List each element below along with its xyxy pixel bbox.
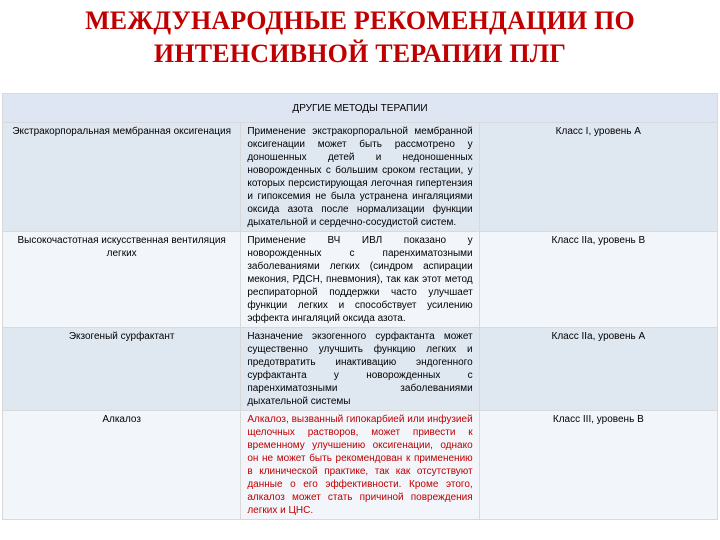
slide-title: [0, 4, 720, 70]
method-cell: Алкалоз: [3, 411, 241, 520]
method-cell: Высокочастотная искусственная вентиляция легких: [3, 232, 241, 328]
description-cell: Применение экстракорпоральной мембранной оксигенации может быть рассмотрено у доношенных детей и недоношенных новорожденных с большим сроком гестации, у которых персистирующая легочная гипертензия и гипоксемия не была устранена ингаляциями оксида азота после нормализации функции дыхательной и сердечно-сосудистой систем.: [241, 123, 479, 232]
description-cell: Назначение экзогенного сурфактанта может существенно улучшить функцию легких и предотвратить инактивацию эндогенного сурфактанта у новорожденных с паренхиматозными заболеваниями дыхательной системы: [241, 328, 479, 411]
description-cell-highlighted: Алкалоз, вызванный гипокарбией или инфузией щелочных растворов, может привести к временному улучшению оксигенации, однако он не может быть рекомендован к применению в клинической практике, так как отсутствуют данные о его эффективности. Кроме этого, алкалоз может стать причиной повреждения легких и ЦНС.: [241, 411, 479, 520]
table-header: ДРУГИЕ МЕТОДЫ ТЕРАПИИ: [3, 94, 718, 123]
description-cell: Применение ВЧ ИВЛ показано у новорожденных с паренхиматозными заболеваниями легких (синдром аспирации мекония, РДСН, пневмония), так как этот метод респираторной поддержки часто улучшает функции легких и способствует усилению эффекта ингаляций оксида азота.: [241, 232, 479, 328]
table-row: [3, 232, 718, 328]
slide-title-line-2: ИНТЕНСИВНОЙ ТЕРАПИИ ПЛГ: [153, 39, 567, 68]
level-cell: Класс IIa, уровень А: [479, 328, 717, 411]
level-cell: Класс IIa, уровень В: [479, 232, 717, 328]
level-cell: Класс III, уровень В: [479, 411, 717, 520]
slide-title-line-1: МЕЖДУНАРОДНЫЕ РЕКОМЕНДАЦИИ ПО: [85, 6, 635, 35]
table-header-row: [3, 94, 718, 123]
level-cell: Класс I, уровень А: [479, 123, 717, 232]
table-row: [3, 328, 718, 411]
therapy-table: [2, 93, 718, 520]
method-cell: Экзогеный сурфактант: [3, 328, 241, 411]
therapy-table-container: [2, 93, 718, 520]
table-row: [3, 411, 718, 520]
method-cell: Экстракорпоральная мембранная оксигенация: [3, 123, 241, 232]
table-row: [3, 123, 718, 232]
